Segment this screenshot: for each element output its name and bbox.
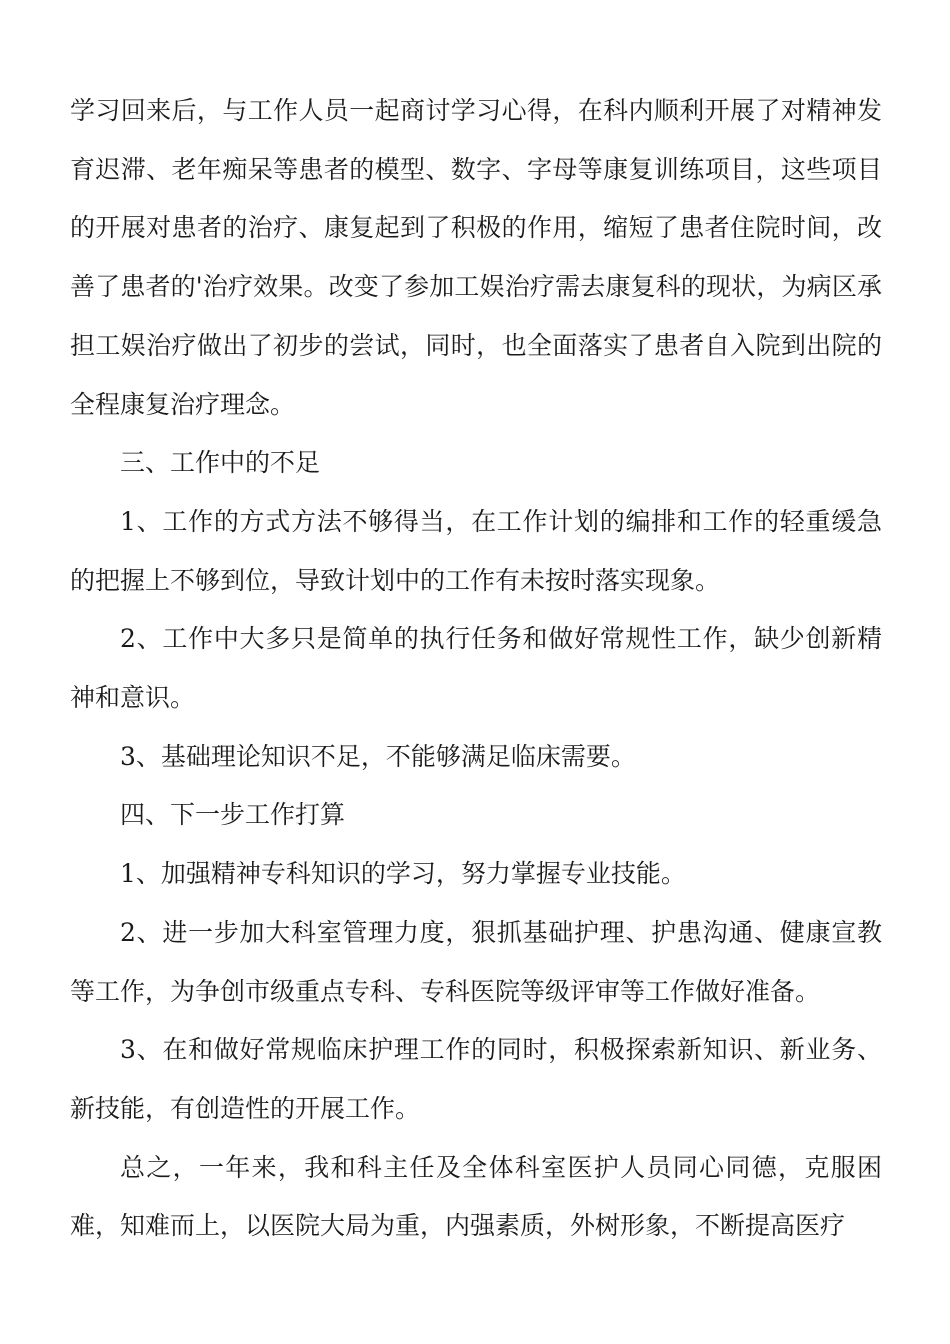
list-item-paragraph: 1、加强精神专科知识的学习，努力掌握专业技能。 [120, 859, 686, 889]
section-heading-shortcomings: 三、工作中的不足 [120, 448, 321, 478]
summary-paragraph: 总之，一年来，我和科主任及全体科室医护人员同心同德，克服困难，知难而上，以医院大局为重，内强素质，外树形象，不断提高医疗 [70, 1152, 882, 1241]
list-item-paragraph: 2、工作中大多只是简单的执行任务和做好常规性工作，缺少创新精神和意识。 [70, 624, 882, 713]
document-page [70, 82, 882, 1256]
section-heading-next-steps: 四、下一步工作打算 [120, 800, 346, 830]
body-paragraph: 学习回来后，与工作人员一起商讨学习心得，在科内顺利开展了对精神发育迟滞、老年痴呆等患者的模型、数字、字母等康复训练项目，这些项目的开展对患者的治疗、康复起到了积极的作用，缩短了患者住院时间，改善了患者的'治疗效果。改变了参加工娱治疗需去康复科的现状，为病区承担工娱治疗做出了初步的尝试，同时，也全面落实了患者自入院到出院的全程康复治疗理念。 [70, 96, 882, 419]
list-item-paragraph: 3、在和做好常规临床护理工作的同时，积极探索新知识、新业务、新技能，有创造性的开展工作。 [70, 1035, 882, 1123]
list-item-paragraph: 2、进一步加大科室管理力度，狠抓基础护理、护患沟通、健康宣教等工作，为争创市级重点专科、专科医院等级评审等工作做好准备。 [70, 917, 882, 1006]
list-item-paragraph: 3、基础理论知识不足，不能够满足临床需要。 [120, 741, 636, 771]
list-item-paragraph: 1、工作的方式方法不够得当，在工作计划的编排和工作的轻重缓急的把握上不够到位，导致计划中的工作有未按时落实现象。 [70, 506, 882, 595]
